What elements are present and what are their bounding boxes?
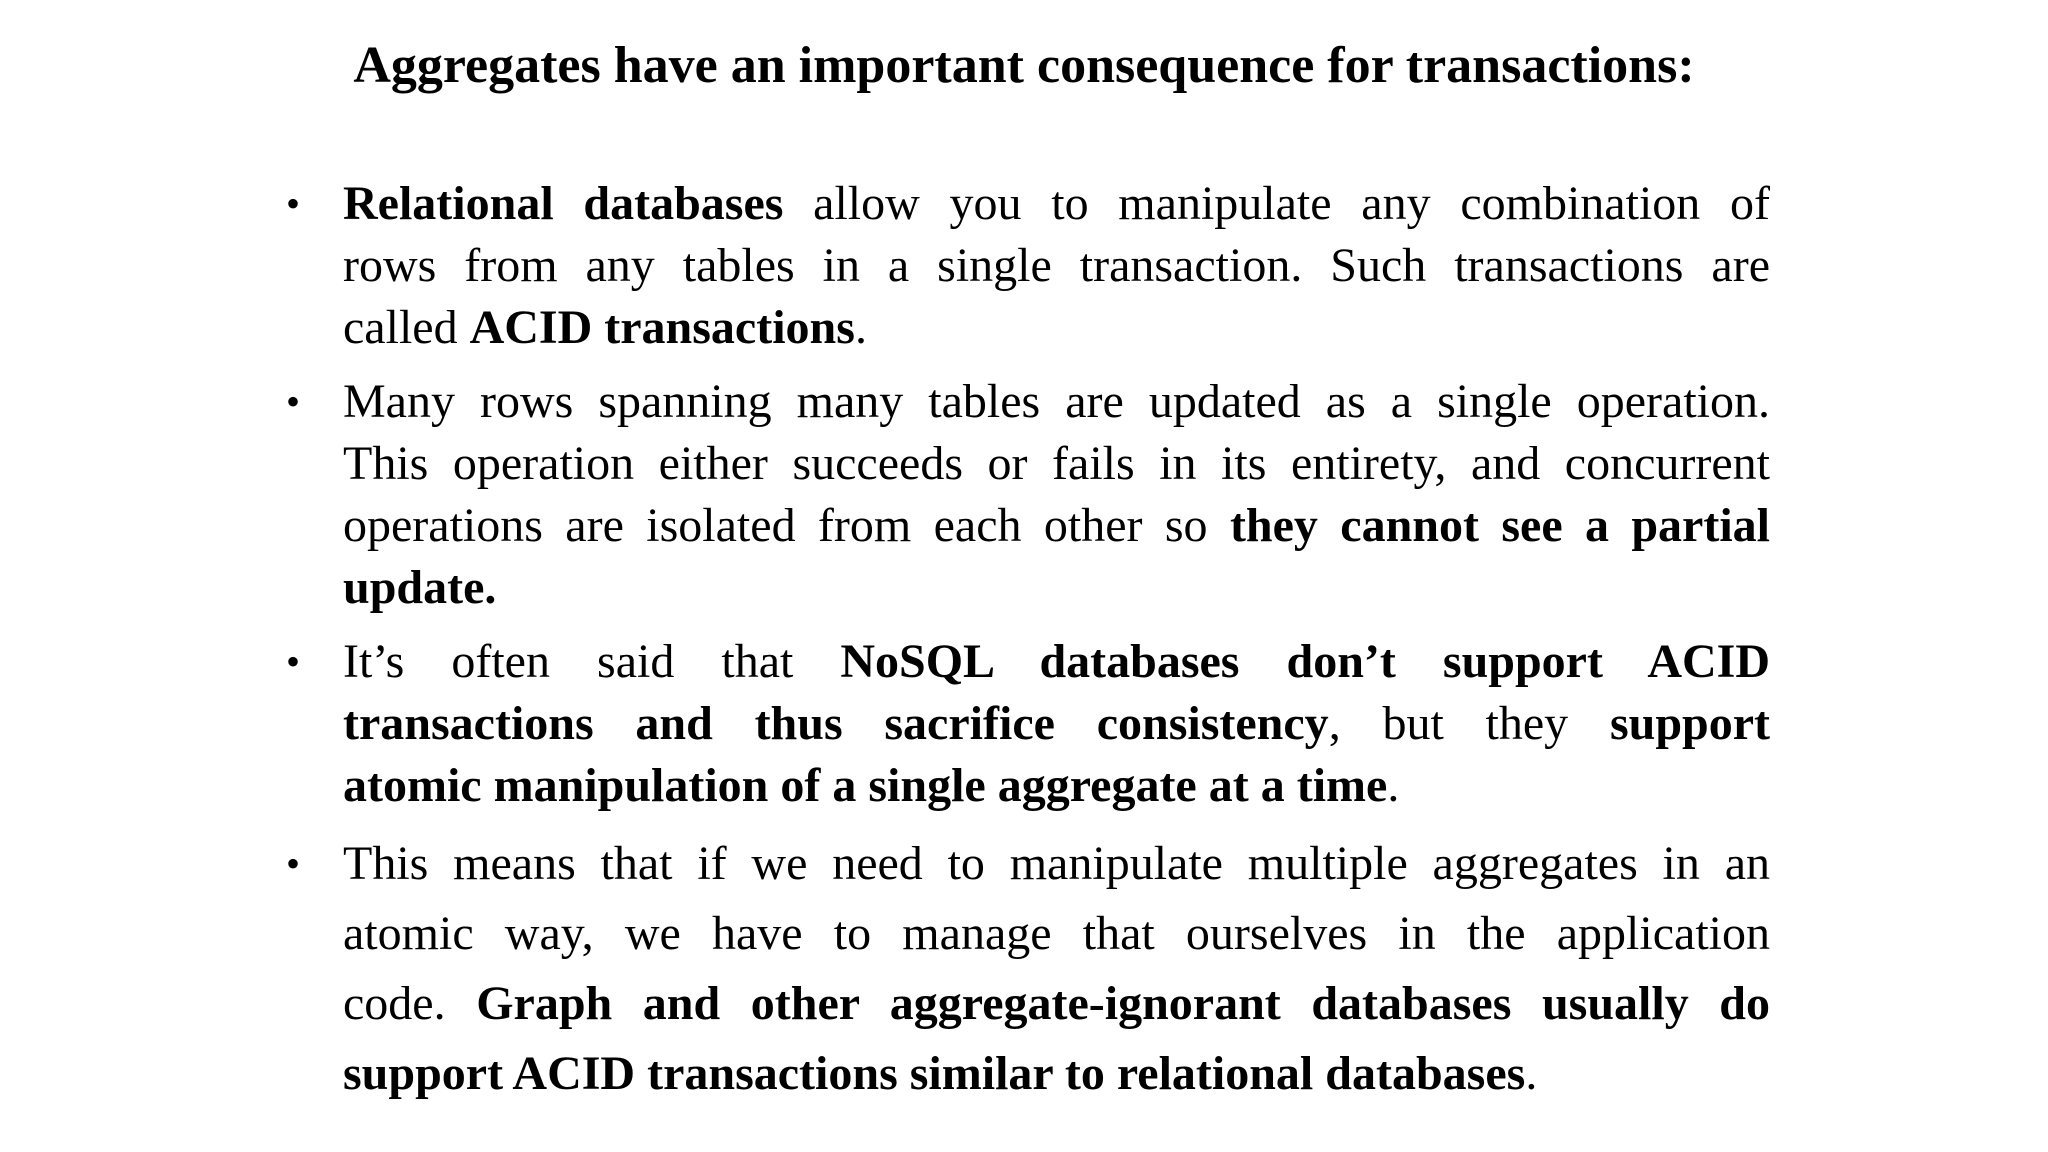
text-run: atomic way, we have to manage that ourselves in the application	[343, 907, 1770, 960]
bullet-item-means	[286, 829, 1770, 1109]
text-line	[343, 969, 1770, 1039]
text-line	[343, 631, 1770, 693]
text-line	[343, 557, 1770, 619]
text-line	[343, 829, 1770, 899]
text-run: allow you to manipulate any combination of	[783, 177, 1770, 230]
bullet-item-many-rows	[286, 371, 1771, 619]
bullet-dot-icon: •	[286, 379, 301, 424]
bold-text-run: Graph and other aggregate-ignorant databases usually do	[476, 977, 1770, 1030]
text-run: .	[854, 301, 867, 354]
text-line	[343, 371, 1770, 433]
bullet-dot-icon: •	[286, 639, 301, 684]
bullet-text	[343, 631, 1770, 817]
bullet-item-relational	[286, 173, 1770, 359]
bold-text-run: atomic manipulation of a single aggregate at a time	[343, 759, 1388, 812]
bullet-text	[343, 173, 1770, 359]
text-line	[343, 173, 1770, 235]
text-run: code.	[343, 977, 477, 1030]
text-line	[343, 1039, 1770, 1109]
text-line	[343, 235, 1770, 297]
bold-text-run: they cannot see a partial	[1229, 499, 1771, 552]
bold-text-run: ACID transactions	[469, 301, 855, 354]
text-line	[343, 755, 1770, 817]
text-line	[343, 433, 1770, 495]
bullet-text	[343, 829, 1770, 1109]
slide-title: Aggregates have an important consequence for transactions:	[353, 37, 1695, 94]
bold-text-run: NoSQL databases don’t support ACID	[840, 635, 1770, 688]
bold-text-run: transactions and thus sacrifice consistency	[343, 697, 1329, 750]
text-run: , but they	[1328, 697, 1610, 750]
bold-text-run: Relational databases	[343, 177, 784, 230]
text-run: Many rows spanning many tables are updated as a single operation.	[343, 375, 1770, 428]
text-line	[343, 495, 1770, 557]
bold-text-run: support ACID transactions similar to relational databases	[343, 1047, 1526, 1100]
bullet-item-nosql	[286, 631, 1770, 817]
bold-text-run: update.	[343, 561, 497, 614]
text-run: called	[343, 301, 470, 354]
text-run: This means that if we need to manipulate multiple aggregates in an	[343, 837, 1770, 890]
text-run: This operation either succeeds or fails in its entirety, and concurrent	[343, 437, 1770, 490]
text-line	[343, 297, 1770, 359]
text-run: .	[1387, 759, 1400, 812]
bullet-dot-icon: •	[286, 181, 301, 226]
text-line	[343, 693, 1770, 755]
text-run: operations are isolated from each other so	[343, 499, 1230, 552]
text-run: .	[1525, 1047, 1538, 1100]
bullet-dot-icon: •	[286, 841, 301, 886]
text-run: It’s often said that	[343, 635, 841, 688]
text-line	[343, 899, 1770, 969]
text-run: rows from any tables in a single transaction. Such transactions are	[343, 239, 1770, 292]
bullet-text	[343, 371, 1770, 619]
bold-text-run: support	[1609, 697, 1770, 750]
